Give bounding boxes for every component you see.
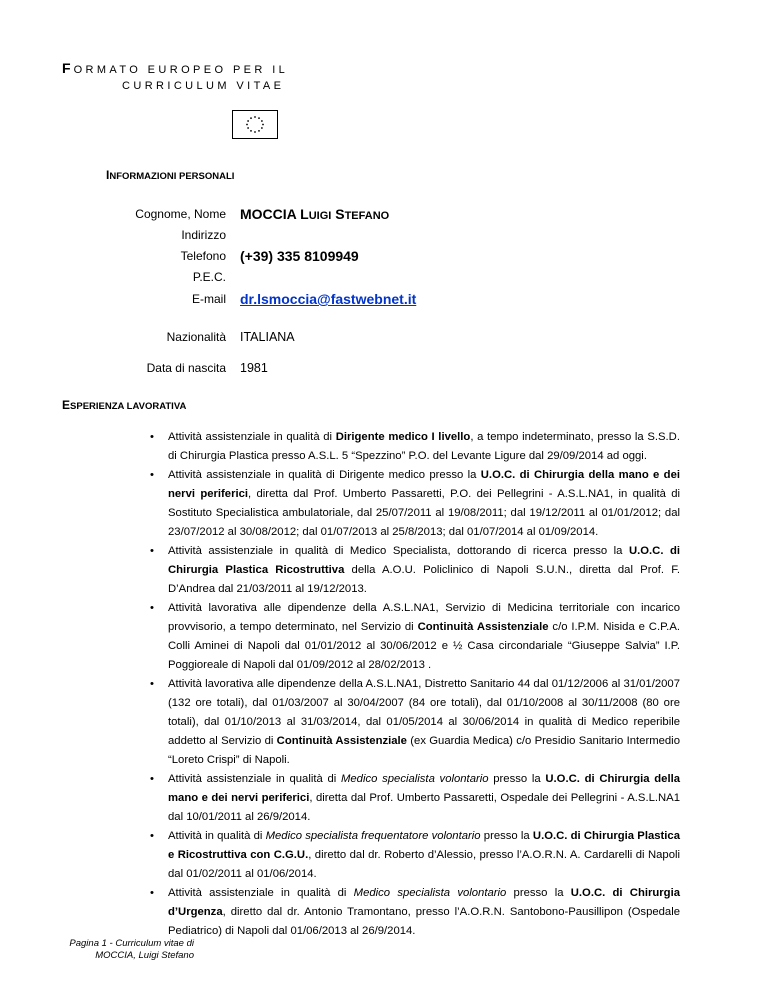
section-personal-info: INFORMAZIONI PERSONALI xyxy=(106,168,235,182)
list-item: • Attività assistenziale in qualità di Medico specialista volontario presso la U.O.C. di Chirurgia della mano e dei nervi periferici, diretta dal Prof. Umberto Passaretti, Ospedale dei Pellegrini - A.S.L.NA1 dal 10/01/2011 al 26/9/2014. xyxy=(168,770,680,827)
list-item: • Attività in qualità di Medico specialista frequentatore volontario presso la U.O.C. di Chirurgia Plastica e Ricostruttiva con C.G.U., diretto dal dr. Roberto d’Alessio, presso l’A.O.R.N. A. Cardarelli di Napoli dal 01/02/2011 al 01/06/2014. xyxy=(168,827,680,884)
label-phone: Telefono xyxy=(180,249,226,263)
list-item: • Attività assistenziale in qualità di Medico Specialista, dottorando di ricerca presso la U.O.C. di Chirurgia Plastica Ricostruttiva della A.O.U. Policlinico di Napoli S.U.N., diretta dal Prof. F. D’Andrea dal 21/03/2011 al 19/12/2013. xyxy=(168,542,680,599)
page-footer xyxy=(34,938,194,962)
value-name: MOCCIA LUIGI STEFANO xyxy=(240,206,390,222)
cv-header xyxy=(62,60,288,94)
label-email: E-mail xyxy=(191,292,226,306)
list-item: • Attività assistenziale in qualità di Medico specialista volontario presso la U.O.C. di Chirurgia d’Urgenza, diretto dal dr. Antonio Tramontano, presso l’A.O.R.N. Santobono-Pausillipon (Ospedale Pediatrico) di Napoli dal 01/06/2013 al 26/9/2014. xyxy=(168,884,680,941)
footer-line1: Pagina 1 - Curriculum vitae di xyxy=(69,938,194,949)
email-link[interactable]: dr.lsmoccia@fastwebnet.it xyxy=(240,291,417,307)
list-item: • Attività assistenziale in qualità di Dirigente medico I livello, a tempo indeterminato, presso la S.S.D. di Chirurgia Plastica presso A.S.L. 5 “Spezzino” P.O. del Levante Ligure dal 29/09/2014 ad oggi. xyxy=(168,428,680,466)
experience-list xyxy=(150,428,680,941)
label-nationality: Nazionalità xyxy=(166,330,226,344)
list-item: • Attività assistenziale in qualità di Dirigente medico presso la U.O.C. di Chirurgia della mano e dei nervi periferici, diretta dal Prof. Umberto Passaretti, P.O. dei Pellegrini - A.S.L.NA1, in qualità di Sostituto Specialistica ambulatoriale, dal 25/07/2011 al 19/08/2011; dal 19/12/2011 al 01/01/2012; dal 23/07/2012 al 30/08/2012; dal 01/07/2013 al 25/8/2013; dal 01/07/2014 al 01/09/2014. xyxy=(168,466,680,542)
label-name: Cognome, Nome xyxy=(135,207,226,221)
label-birth: Data di nascita xyxy=(146,361,226,375)
eu-flag-icon xyxy=(232,110,278,139)
list-item: • Attività lavorativa alle dipendenze della A.S.L.NA1, Servizio di Medicina territoriale con incarico provvisorio, a tempo determinato, nel Servizio di Continuità Assistenziale c/o I.P.M. Nisida e C.P.A. Colli Aminei di Napoli dal 01/01/2012 al 30/06/2012 e ½ Casa circondariale “Giuseppe Salvia” I.P. Poggioreale di Napoli dal 01/09/2012 al 28/02/2013 . xyxy=(168,599,680,675)
list-item: • Attività lavorativa alle dipendenze della A.S.L.NA1, Distretto Sanitario 44 dal 01/12/2006 al 31/01/2007 (132 ore totali), dal 01/03/2007 al 30/04/2007 (84 ore totali), dal 01/10/2008 al 30/11/2008 (80 ore totali), dal 01/10/2013 al 31/03/2014, dal 01/05/2014 al 30/06/2014 in qualità di Medico reperibile addetto al Servizio di Continuità Assistenziale (ex Guardia Medica) c/o Presidio Sanitario Intermedio “Loreto Crispi” di Napoli. xyxy=(168,675,680,770)
label-pec: P.E.C. xyxy=(192,270,226,284)
label-address: Indirizzo xyxy=(181,228,226,242)
value-nationality: ITALIANA xyxy=(240,330,295,344)
header-line1: FORMATO EUROPEO PER IL xyxy=(62,60,289,76)
value-phone: (+39) 335 8109949 xyxy=(240,248,359,264)
footer-line2: MOCCIA, Luigi Stefano xyxy=(95,950,194,961)
section-experience: ESPERIENZA LAVORATIVA xyxy=(62,398,187,412)
value-birth: 1981 xyxy=(240,361,268,375)
header-line2: CURRICULUM VITAE xyxy=(122,80,285,92)
